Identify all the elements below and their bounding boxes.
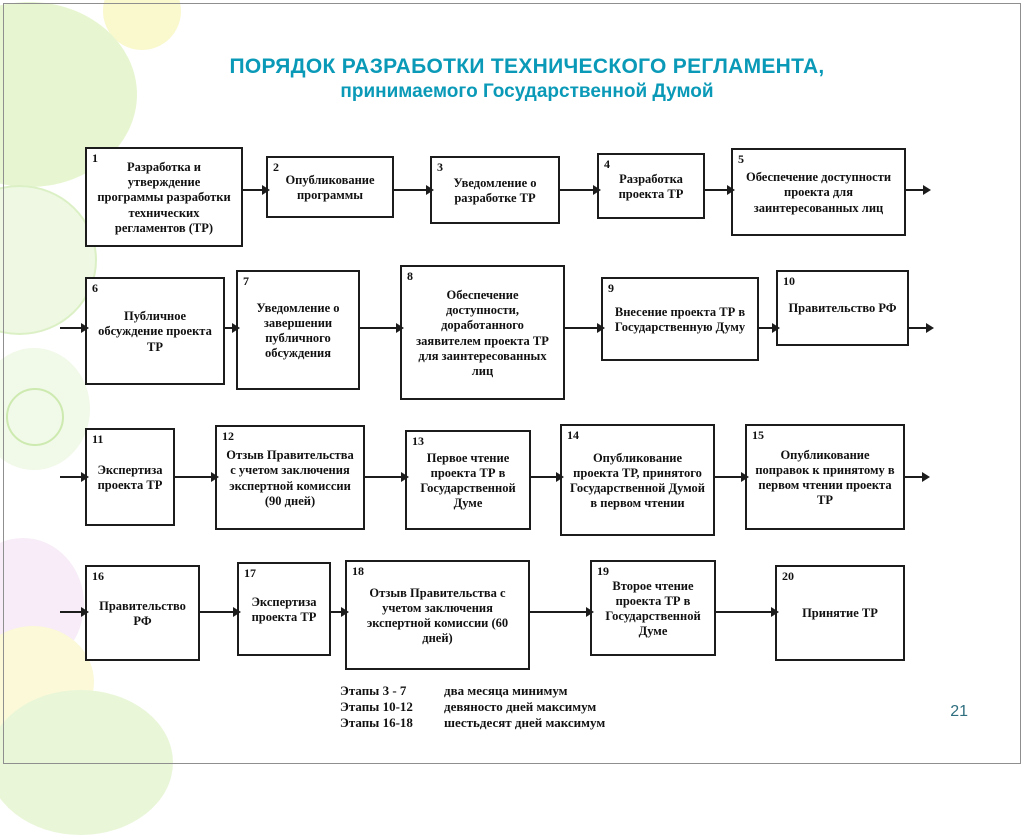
legend-row-1	[340, 683, 605, 699]
flow-box-2	[266, 156, 394, 218]
flow-box-20-number: 20	[782, 569, 794, 583]
flow-box-7-label: Уведомление о завершении публичного обсуждения	[256, 300, 340, 361]
flow-box-17-number: 17	[244, 566, 256, 580]
flow-box-2-label: Опубликование программы	[285, 172, 375, 202]
flow-box-18-number: 18	[352, 564, 364, 578]
flow-box-8-label: Обеспечение доступности, доработанного заявителем проекта ТР для заинтересованных лиц	[416, 287, 549, 378]
flow-box-10	[776, 270, 909, 346]
flow-box-15	[745, 424, 905, 530]
flow-box-14	[560, 424, 715, 536]
flow-box-17	[237, 562, 331, 656]
flow-box-20	[775, 565, 905, 661]
flow-box-12-label: Отзыв Правительства с учетом заключения экспертной комиссии (90 дней)	[226, 448, 354, 508]
flow-box-5	[731, 148, 906, 236]
flow-arrow-7-8	[360, 327, 397, 329]
flow-box-8	[400, 265, 565, 400]
flow-box-9	[601, 277, 759, 361]
flow-box-18	[345, 560, 530, 670]
flow-arrow-14-15	[715, 476, 742, 478]
flow-arrow-2-3	[394, 189, 427, 191]
flow-box-11	[85, 428, 175, 526]
flow-box-13-number: 13	[412, 434, 424, 448]
flow-arrow-19-20	[716, 611, 772, 613]
flow-box-12	[215, 425, 365, 530]
flow-box-16	[85, 565, 200, 661]
flow-box-15-label: Опубликование поправок к принятому в первом чтении проекта ТР	[755, 447, 895, 508]
flow-arrow-18-19	[530, 611, 587, 613]
flow-arrow-5-exit	[906, 189, 924, 191]
flow-arrow-13-14	[531, 476, 557, 478]
legend-range-2: Этапы 10-12	[340, 699, 413, 714]
flow-box-1	[85, 147, 243, 247]
flow-box-16-number: 16	[92, 569, 104, 583]
flow-arrow-3-4	[560, 189, 594, 191]
flow-box-7-number: 7	[243, 274, 249, 288]
flow-box-10-number: 10	[783, 274, 795, 288]
legend-row-3	[340, 715, 605, 731]
flow-box-5-number: 5	[738, 152, 744, 166]
flow-box-3	[430, 156, 560, 224]
flow-box-18-label: Отзыв Правительства с учетом заключения экспертной комиссии (60 дней)	[366, 585, 509, 646]
flow-box-19-number: 19	[597, 564, 609, 578]
decorative-balloon-green-bottom	[0, 690, 173, 835]
flow-arrow-4-5	[705, 189, 728, 191]
flow-box-2-number: 2	[273, 160, 279, 174]
flow-box-7	[236, 270, 360, 390]
flow-box-20-label: Принятие ТР	[802, 606, 878, 621]
legend-range-3: Этапы 16-18	[340, 715, 413, 730]
decorative-balloon-green-mid	[0, 185, 97, 335]
flow-arrow-6-7	[225, 327, 233, 329]
flow-arrow-9-10	[759, 327, 773, 329]
flow-box-14-label: Опубликование проекта ТР, принятого Государственной Думой в первом чтении	[570, 450, 705, 511]
flow-arrow-12-13	[365, 476, 402, 478]
flow-box-9-label: Внесение проекта ТР в Государственную Думу	[614, 304, 746, 334]
flow-box-12-number: 12	[222, 429, 234, 443]
flow-arrow-17-18	[331, 611, 342, 613]
decorative-balloon-green-ring	[6, 388, 64, 446]
flow-box-6-number: 6	[92, 281, 98, 295]
flow-box-1-number: 1	[92, 151, 98, 165]
legend	[340, 683, 605, 731]
flow-box-5-label: Обеспечение доступности проекта для заинтересованных лиц	[745, 170, 892, 215]
legend-row-2	[340, 699, 605, 715]
slide-title	[60, 55, 994, 103]
flow-box-4	[597, 153, 705, 219]
page-number: 21	[950, 703, 968, 720]
flow-box-16-label: Правительство РФ	[99, 598, 186, 628]
flow-box-11-label: Экспертиза проекта ТР	[97, 462, 163, 492]
flow-box-14-number: 14	[567, 428, 579, 442]
flow-arrow-10-exit	[909, 327, 927, 329]
flow-arrow-15-exit	[905, 476, 923, 478]
slide-title-line2: принимаемого Государственной Думой	[340, 81, 714, 102]
flow-arrow-enter-6	[60, 327, 82, 329]
legend-range-1: Этапы 3 - 7	[340, 683, 407, 698]
flow-box-10-label: Правительство РФ	[788, 301, 897, 316]
flow-box-19-label: Второе чтение проекта ТР в Государственной Думе	[605, 578, 701, 639]
flow-box-8-number: 8	[407, 269, 413, 283]
flow-arrow-1-2	[243, 189, 263, 191]
flow-arrow-enter-11	[60, 476, 82, 478]
flow-box-13	[405, 430, 531, 530]
flow-box-13-label: Первое чтение проекта ТР в Государственной Думе	[420, 450, 516, 511]
flow-box-11-number: 11	[92, 432, 104, 446]
flow-box-6	[85, 277, 225, 385]
flow-box-4-label: Разработка проекта ТР	[618, 171, 684, 201]
flow-arrow-11-12	[175, 476, 212, 478]
flow-box-4-number: 4	[604, 157, 610, 171]
flow-box-17-label: Экспертиза проекта ТР	[251, 594, 317, 624]
flow-arrow-16-17	[200, 611, 234, 613]
flow-box-3-number: 3	[437, 160, 443, 174]
flow-box-1-label: Разработка и утверждение программы разработки технических регламентов (ТР)	[97, 159, 231, 235]
flow-arrow-enter-16	[60, 611, 82, 613]
flow-box-6-label: Публичное обсуждение проекта ТР	[98, 309, 212, 354]
legend-text-3: шестьдесят дней максимум	[444, 715, 606, 730]
legend-text-2: девяносто дней максимум	[444, 699, 597, 714]
flow-box-3-label: Уведомление о разработке ТР	[453, 175, 537, 205]
flow-box-15-number: 15	[752, 428, 764, 442]
flow-box-9-number: 9	[608, 281, 614, 295]
slide-title-line1: ПОРЯДОК РАЗРАБОТКИ ТЕХНИЧЕСКОГО РЕГЛАМЕНТА,	[229, 55, 825, 78]
flow-arrow-8-9	[565, 327, 598, 329]
legend-text-1: два месяца минимум	[444, 683, 568, 698]
flow-box-19	[590, 560, 716, 656]
